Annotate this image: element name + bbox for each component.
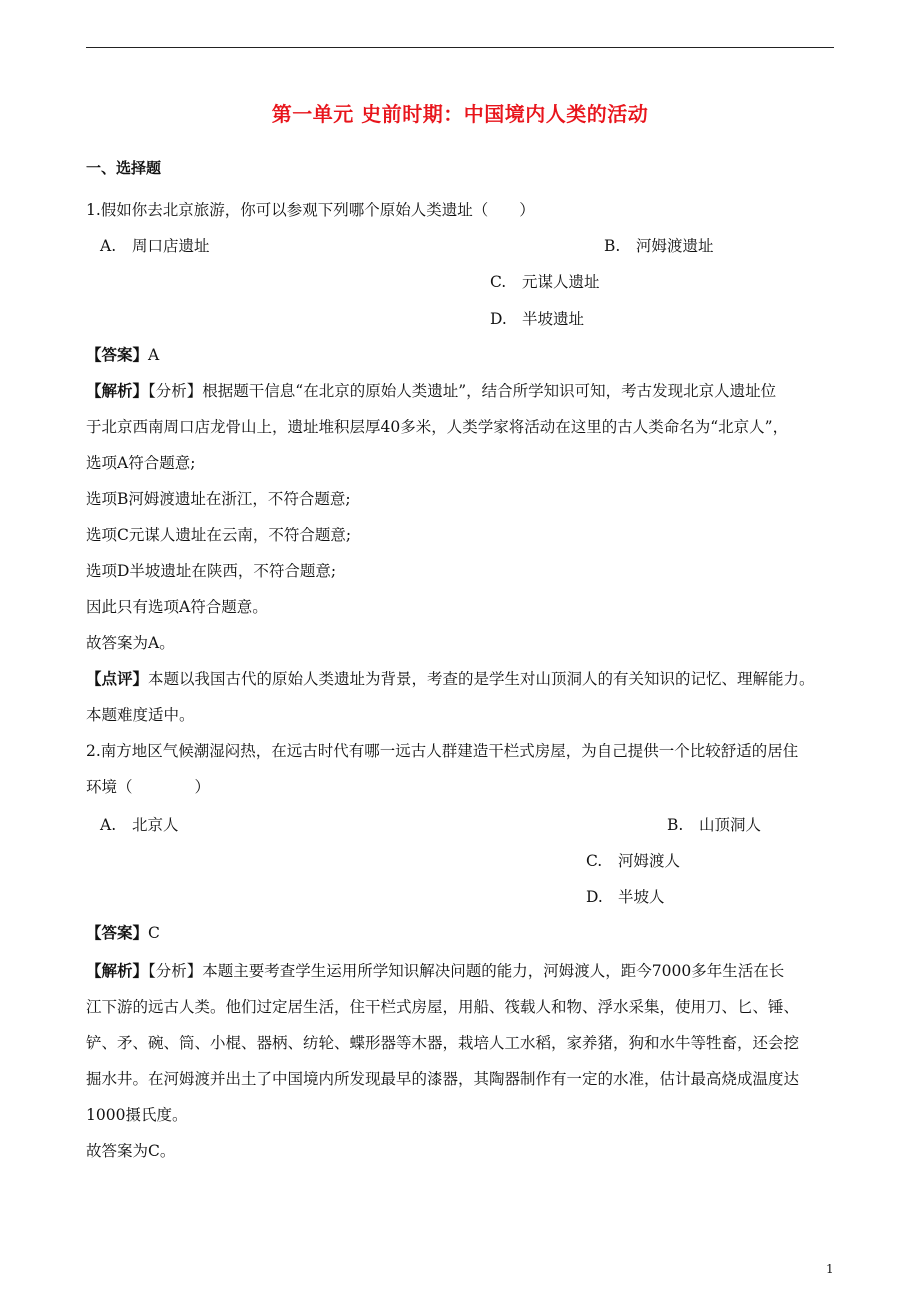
question-1-option-d	[490, 309, 584, 329]
question-2-analysis-line: 故答案为C。	[86, 1142, 176, 1160]
question-1-analysis-line: 选项A符合题意;	[86, 454, 196, 472]
question-1-analysis-line: 因此只有选项A符合题意。	[86, 598, 268, 616]
section-heading: 一、选择题	[86, 159, 162, 177]
question-2-analysis-line: 江下游的远古人类。他们过定居生活，住干栏式房屋，用船、筏载人和物、浮水采集，使用刀、匕、锤、	[86, 998, 800, 1016]
option-letter: C.	[586, 852, 603, 870]
answer-tag: 【答案】	[86, 923, 149, 942]
question-2-analysis-line	[86, 961, 784, 981]
option-text: 山顶洞人	[699, 816, 762, 834]
question-1-option-c	[490, 272, 600, 292]
question-2-option-b	[667, 815, 761, 835]
question-1-analysis-line: 选项D半坡遗址在陕西，不符合题意;	[86, 562, 337, 580]
page-number: 1	[826, 1262, 834, 1276]
question-1-answer	[86, 345, 159, 365]
analysis-tag: 【解析】	[86, 381, 149, 400]
answer-value: C	[148, 924, 160, 942]
answer-value: A	[148, 346, 160, 364]
question-1-analysis-line: 故答案为A。	[86, 634, 175, 652]
option-letter: D.	[586, 888, 603, 906]
question-2-stem: 2.南方地区气候潮湿闷热，在远古时代有哪一远古人群建造干栏式房屋，为自己提供一个比较舒适的居住	[86, 742, 799, 760]
question-2-option-a	[100, 815, 179, 835]
option-letter: A.	[100, 237, 117, 255]
option-letter: D.	[490, 310, 507, 328]
document-title: 第一单元 史前时期：中国境内人类的活动	[271, 102, 649, 126]
question-1-comment	[86, 669, 815, 689]
option-text: 北京人	[132, 816, 179, 834]
question-2-answer	[86, 923, 160, 943]
question-2-analysis-line: 掘水井。在河姆渡并出土了中国境内所发现最早的漆器，其陶器制作有一定的水准，估计最高烧成温度达	[86, 1070, 800, 1088]
answer-tag: 【答案】	[86, 345, 149, 364]
question-1-analysis-line: 于北京西南周口店龙骨山上，遗址堆积层厚40多米，人类学家将活动在这里的古人类命名为“北京人”，	[86, 418, 789, 436]
option-text: 河姆渡遗址	[636, 237, 714, 255]
option-text: 半坡遗址	[522, 310, 585, 328]
option-letter: A.	[100, 816, 117, 834]
question-1-stem: 1.假如你去北京旅游，你可以参观下列哪个原始人类遗址（ ）	[86, 201, 535, 219]
option-text: 半坡人	[618, 888, 665, 906]
question-1-option-b	[604, 236, 714, 256]
analysis-tag: 【解析】	[86, 961, 149, 980]
analysis-text: 【分析】本题主要考查学生运用所学知识解决问题的能力，河姆渡人，距今7000多年生活在长	[148, 962, 785, 980]
question-2-stem: 环境（ ）	[86, 778, 211, 796]
option-text: 河姆渡人	[618, 852, 681, 870]
question-2-analysis-line: 铲、矛、碗、筒、小棍、器柄、纺轮、蝶形器等木器，栽培人工水稻，家养猪，狗和水牛等牲畜，还会挖	[86, 1034, 800, 1052]
comment-tag: 【点评】	[86, 669, 149, 688]
question-1-option-a	[100, 236, 210, 256]
comment-text: 本题以我国古代的原始人类遗址为背景，考查的是学生对山顶洞人的有关知识的记忆、理解能力。	[148, 670, 815, 688]
option-letter: C.	[490, 273, 507, 291]
question-1-analysis-line: 选项B河姆渡遗址在浙江，不符合题意;	[86, 490, 351, 508]
question-2-option-d	[586, 887, 665, 907]
question-2-analysis-line: 1000摄氏度。	[86, 1106, 188, 1124]
question-1-analysis-line	[86, 381, 776, 401]
option-text: 元谋人遗址	[522, 273, 600, 291]
option-letter: B.	[667, 816, 684, 834]
question-1-comment-line: 本题难度适中。	[86, 706, 195, 724]
analysis-text: 【分析】根据题干信息“在北京的原始人类遗址”，结合所学知识可知，考古发现北京人遗址位	[148, 382, 777, 400]
question-1-analysis-line: 选项C元谋人遗址在云南，不符合题意;	[86, 526, 352, 544]
option-letter: B.	[604, 237, 621, 255]
question-2-option-c	[586, 851, 680, 871]
option-text: 周口店遗址	[132, 237, 210, 255]
header-rule	[86, 47, 834, 48]
